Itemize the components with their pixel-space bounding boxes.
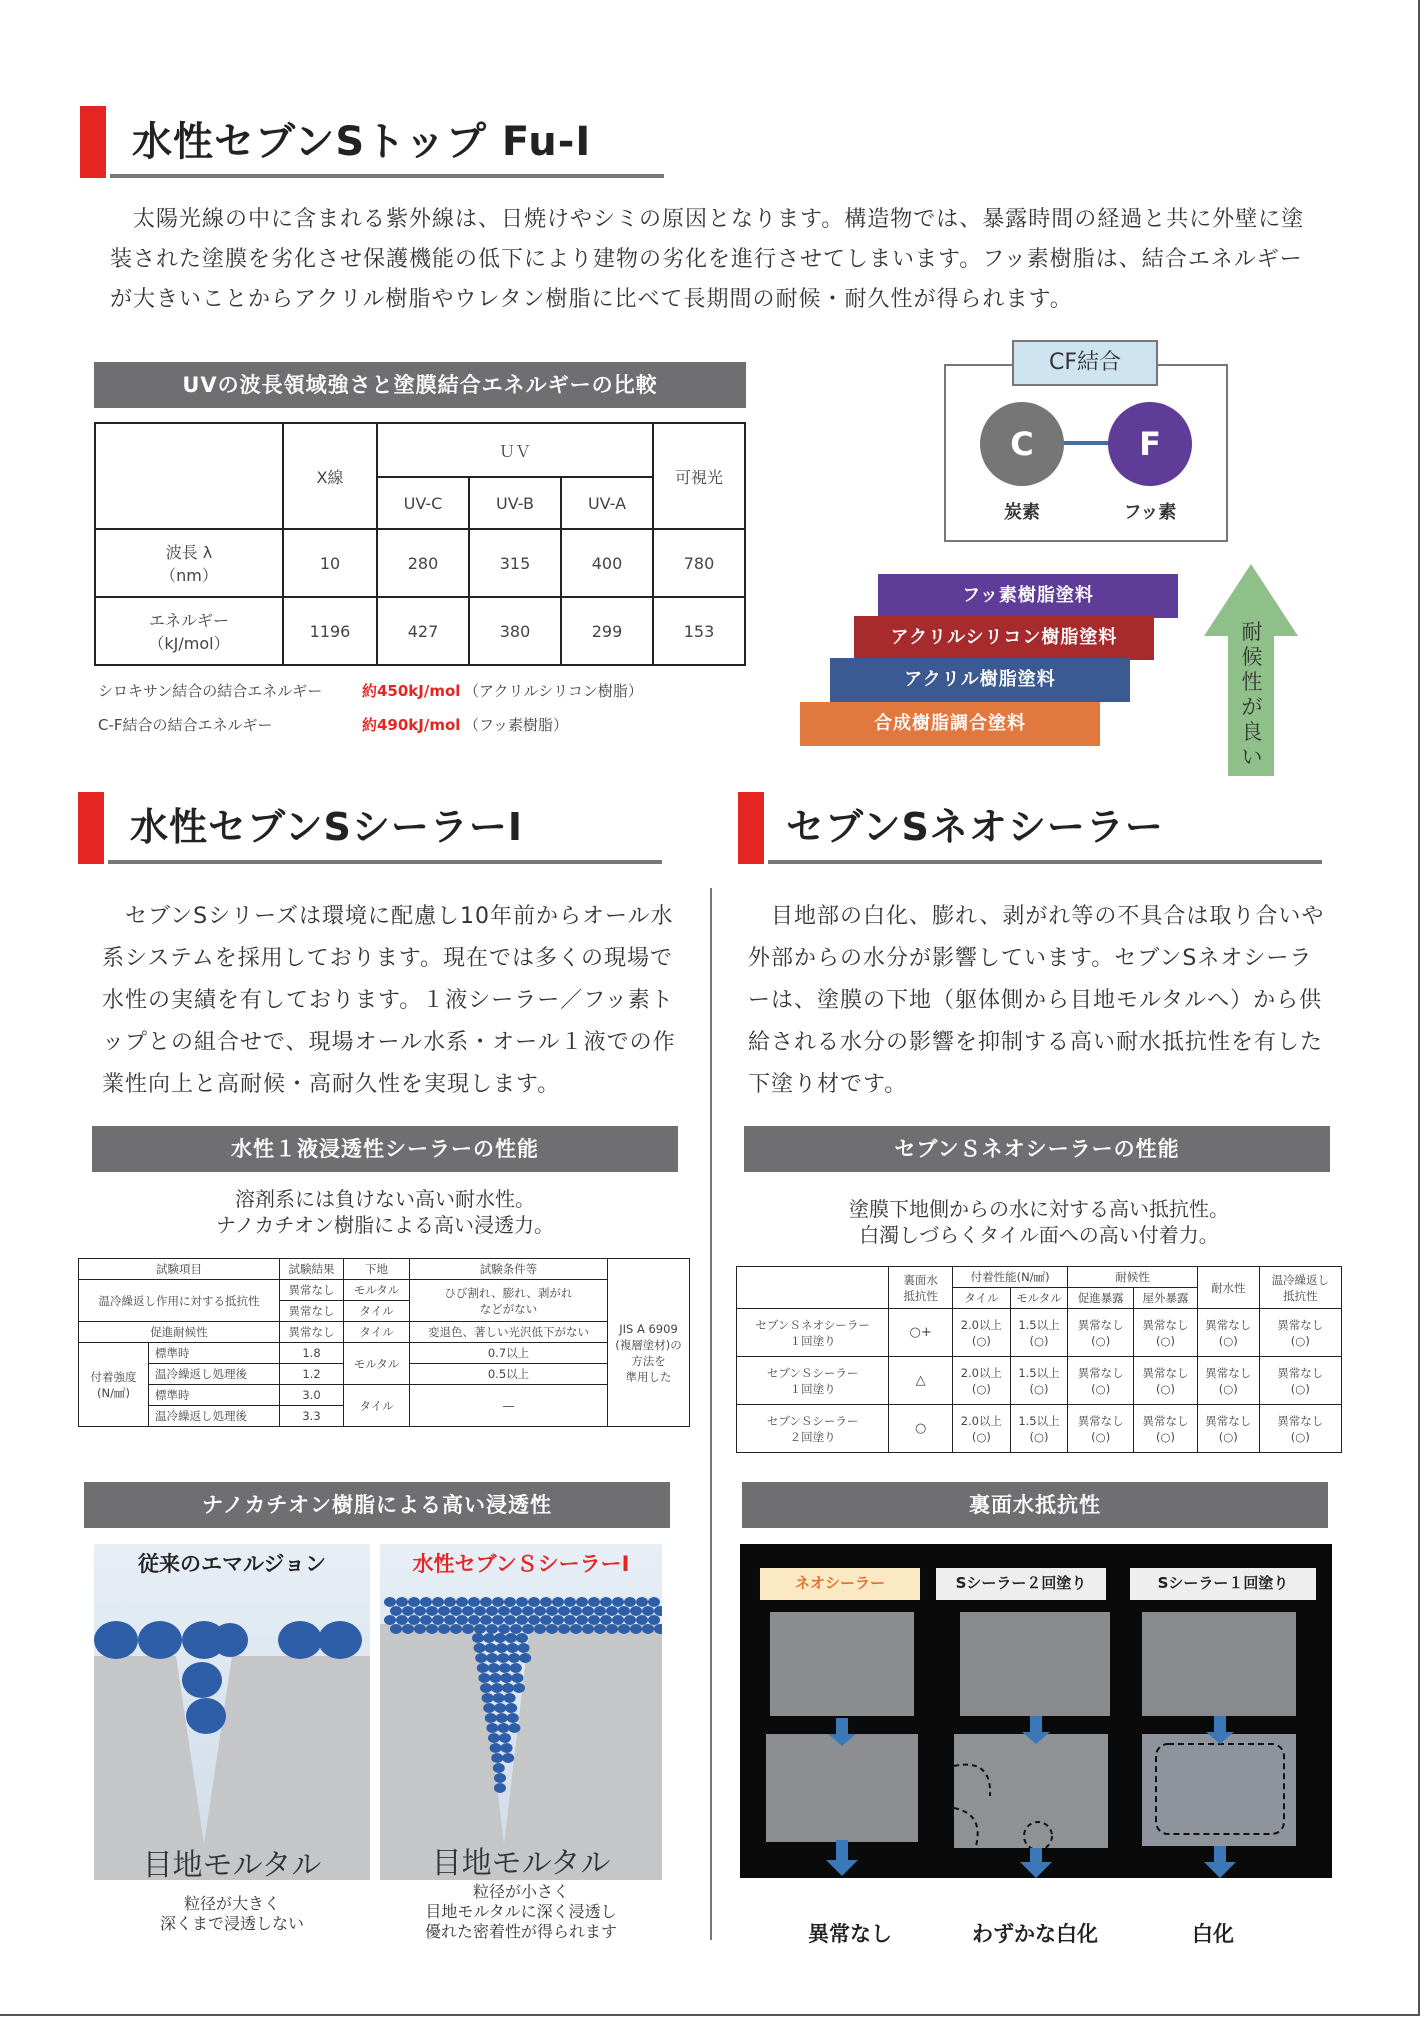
neo-lead: 塗膜下地側からの水に対する高い抵抗性。 白濁しづらくタイル面への高い付着力。 <box>849 1197 1229 1247</box>
section-body-sealer: セブンSシリーズは環境に配慮し10年前からオール水系システムを採用しております。現在では多くの現場で水性の実績を有しております。１液シーラー／フッ素トップとの組合せで、現場オール水系・オール１液での作業性向上と高耐候・高耐久性を実現します。 <box>102 904 676 1097</box>
particle <box>488 1663 500 1673</box>
conventional-caption: 粒径が大きく 深くまで浸透しない <box>159 1894 304 1933</box>
particle <box>504 1615 516 1625</box>
particle <box>504 1597 516 1607</box>
particle <box>546 1624 558 1634</box>
particle <box>508 1723 520 1733</box>
particle <box>390 1624 402 1634</box>
particle <box>494 1703 506 1713</box>
particle <box>498 1606 510 1616</box>
particle <box>438 1624 450 1634</box>
particle <box>576 1615 588 1625</box>
particle <box>408 1597 420 1607</box>
particle <box>642 1624 654 1634</box>
particle <box>472 1633 484 1643</box>
uv-table-header: UVの波長領域強さと塗膜結合エネルギーの比較 <box>94 362 746 408</box>
particle <box>505 1703 517 1713</box>
back-label-s2: Sシーラー２回塗り <box>955 1574 1087 1592</box>
particle <box>606 1606 618 1616</box>
back-label-s1: Sシーラー１回塗り <box>1157 1574 1289 1592</box>
particle <box>438 1606 450 1616</box>
particle <box>540 1615 552 1625</box>
particle <box>497 1723 509 1733</box>
note-cf: C-F結合の結合エネルギー 約490kJ/mol （フッ素樹脂） <box>98 716 568 734</box>
particle <box>499 1733 511 1743</box>
particle <box>501 1743 513 1753</box>
particle <box>534 1624 546 1634</box>
particle <box>540 1597 552 1607</box>
section-body-neo: 目地部の白化、膨れ、剥がれ等の不具合は取り合いや外部からの水分が影響しています。セブンSネオシーラーは、塗膜の下地（躯体側から目地モルタルへ）から供給される水分の影響を抑制する高い耐水抵抗性を有した下塗り材です。 <box>748 904 1325 1097</box>
particle <box>402 1624 414 1634</box>
particle <box>496 1643 508 1653</box>
particle <box>519 1653 531 1663</box>
particle <box>420 1597 432 1607</box>
layer-acrylsilicone: アクリルシリコン樹脂塗料 <box>854 616 1154 660</box>
particle <box>528 1597 540 1607</box>
particle <box>558 1624 570 1634</box>
fluorine-label: フッ素 <box>1123 502 1177 523</box>
layer-acryl: アクリル樹脂塗料 <box>830 658 1130 702</box>
particle <box>450 1606 462 1616</box>
particle <box>426 1606 438 1616</box>
particle <box>510 1624 522 1634</box>
particle <box>505 1633 517 1643</box>
particle <box>468 1597 480 1607</box>
particle <box>570 1624 582 1634</box>
particle <box>502 1683 514 1693</box>
particle <box>552 1615 564 1625</box>
particle <box>499 1663 511 1673</box>
result-s2: わずかな白化 <box>972 1922 1098 1946</box>
particle <box>502 1753 514 1763</box>
particle <box>498 1624 510 1634</box>
particle <box>534 1606 546 1616</box>
particle <box>630 1624 642 1634</box>
particle <box>478 1673 490 1683</box>
section-title-fu: 水性セブンSトップ Fu-Ⅰ <box>80 106 664 178</box>
particle <box>582 1624 594 1634</box>
conventional-emulsion-image <box>94 1544 370 1880</box>
particle <box>432 1615 444 1625</box>
sealer-lead: 溶剤系には負けない高い耐水性。 ナノカチオン樹脂による高い浸透力。 <box>216 1187 554 1237</box>
particle <box>456 1615 468 1625</box>
particle <box>507 1643 519 1653</box>
cf-title: CF結合 <box>1012 340 1158 386</box>
particle <box>648 1597 660 1607</box>
particle <box>606 1624 618 1634</box>
sealer-spec-table: 試験項目 試験結果 下地 試験条件等 温冷繰返し作用に対する抵抗性 異常なし モルタル ひび割れ、膨れ、剥がれ などがない JIS A 6909 (複層塗材)の 方法を 準用した 異常なし タイル 促進耐候性 異常なし タイル 変退色、著しい光沢低下がない 付着強度 (N/㎟) 標準時 1.8 モルタル 0.7以上 温冷繰返し処理後 1.2 0.5以上 標準時 3.0 タイル ― 温冷繰返し処理後 3.3 <box>78 1258 690 1427</box>
particle <box>486 1653 498 1663</box>
column-divider <box>710 888 712 1940</box>
particle <box>477 1663 489 1673</box>
conventional-title: 従来のエマルジョン <box>137 1552 327 1576</box>
particle <box>482 1693 494 1703</box>
particle <box>488 1733 500 1743</box>
particle <box>497 1653 509 1663</box>
particle <box>516 1597 528 1607</box>
seven-s-title: 水性セブンＳシーラーⅠ <box>412 1552 630 1576</box>
particle <box>570 1606 582 1616</box>
mortar-label-left: 目地モルタル <box>142 1848 322 1883</box>
particle <box>384 1615 396 1625</box>
particle <box>618 1606 630 1616</box>
particle <box>576 1597 588 1607</box>
particle <box>600 1615 612 1625</box>
particle <box>408 1615 420 1625</box>
section-title-sealer: 水性セブンSシーラーⅠ <box>78 792 662 864</box>
particle <box>493 1763 505 1773</box>
particle <box>490 1743 502 1753</box>
particle <box>432 1597 444 1607</box>
particle <box>618 1624 630 1634</box>
particle <box>475 1653 487 1663</box>
particle <box>588 1615 600 1625</box>
particle <box>594 1606 606 1616</box>
particle <box>558 1606 570 1616</box>
result-neo: 異常なし <box>808 1922 892 1946</box>
particle <box>500 1673 512 1683</box>
particle <box>384 1597 396 1607</box>
particle <box>624 1597 636 1607</box>
particle <box>642 1606 654 1616</box>
particle <box>648 1615 660 1625</box>
weather-arrow-label: 耐 候 性 が 良 い <box>1241 620 1263 769</box>
particle <box>522 1624 534 1634</box>
particle <box>480 1597 492 1607</box>
particle <box>552 1597 564 1607</box>
neo-table-header: セブンＳネオシーラーの性能 <box>744 1126 1330 1172</box>
particle <box>444 1597 456 1607</box>
particle <box>485 1643 497 1653</box>
particle <box>468 1615 480 1625</box>
particle <box>516 1615 528 1625</box>
neo-spec-table: 裏面水 抵抗性 付着性能(N/㎟) 耐候性 耐水性 温冷繰返し 抵抗性 タイル モルタル 促進暴露 屋外暴露 セブンＳネオシーラー １回塗り ○+ 2.0以上 (○) 1.5以上 (○) 異常なし (○) 異常なし (○) 異常なし (○) 異常なし (○) セブンＳシーラー １回塗り △ 2.0以上 (○) 1.5以上 (○) 異常なし (○) 異常なし (○) 異常なし (○) 異常なし (○) セブンＳシーラー ２回塗り ○ 2.0以上 (○) 1.5以上 (○) 異常なし (○) 異常なし (○) 異常なし (○) 異常なし (○) <box>736 1266 1342 1453</box>
particle <box>493 1693 505 1703</box>
particle <box>582 1606 594 1616</box>
seven-s-caption: 粒径が小さく 目地モルタルに深く浸透し 優れた密着性が得られます <box>424 1882 617 1941</box>
particle <box>494 1633 506 1643</box>
particle <box>480 1615 492 1625</box>
particle <box>462 1606 474 1616</box>
result-s1: 白化 <box>1192 1922 1234 1946</box>
particle <box>630 1606 642 1616</box>
particle <box>486 1606 498 1616</box>
particle <box>483 1633 495 1643</box>
particle <box>474 1643 486 1653</box>
particle <box>564 1597 576 1607</box>
particle <box>518 1643 530 1653</box>
particle <box>492 1597 504 1607</box>
particle <box>426 1624 438 1634</box>
particle <box>485 1713 497 1723</box>
particle <box>504 1693 516 1703</box>
particle <box>450 1624 462 1634</box>
particle <box>516 1633 528 1643</box>
particle <box>612 1597 624 1607</box>
particle <box>546 1606 558 1616</box>
particle <box>496 1713 508 1723</box>
sealer-table-header: 水性１液浸透性シーラーの性能 <box>92 1126 678 1172</box>
particle <box>564 1615 576 1625</box>
particle <box>522 1606 534 1616</box>
particle <box>594 1624 606 1634</box>
particle <box>513 1683 525 1693</box>
carbon-label: 炭素 <box>1004 502 1040 523</box>
particle <box>588 1597 600 1607</box>
particle <box>444 1615 456 1625</box>
particle <box>396 1597 408 1607</box>
particle <box>636 1615 648 1625</box>
particle <box>480 1683 492 1693</box>
particle <box>456 1597 468 1607</box>
particle <box>624 1615 636 1625</box>
seven-s-sealer-image <box>380 1544 662 1880</box>
particle <box>528 1615 540 1625</box>
particle <box>600 1597 612 1607</box>
particle <box>414 1606 426 1616</box>
particle <box>390 1606 402 1616</box>
particle <box>420 1615 432 1625</box>
particle <box>486 1624 498 1634</box>
back-water-photo <box>740 1544 1332 1878</box>
note-siloxane: シロキサン結合の結合エネルギー 約450kJ/mol （アクリルシリコン樹脂） <box>98 682 643 700</box>
particle <box>636 1597 648 1607</box>
particle <box>492 1615 504 1625</box>
particle <box>462 1624 474 1634</box>
particle <box>508 1653 520 1663</box>
particle <box>402 1606 414 1616</box>
layer-synthetic: 合成樹脂調合塗料 <box>800 702 1100 746</box>
particle <box>511 1673 523 1683</box>
particle <box>510 1606 522 1616</box>
particle <box>486 1723 498 1733</box>
particle <box>491 1753 503 1763</box>
back-water-header: 裏面水抵抗性 <box>742 1482 1328 1528</box>
nano-header: ナノカチオン樹脂による高い浸透性 <box>84 1482 670 1528</box>
particle <box>510 1663 522 1673</box>
particle <box>507 1713 519 1723</box>
carbon-atom: C <box>980 402 1064 486</box>
back-label-neo: ネオシーラー <box>794 1574 885 1592</box>
particle <box>474 1624 486 1634</box>
layer-fluoro: フッ素樹脂塗料 <box>878 574 1178 618</box>
section-body-fu: 太陽光線の中に含まれる紫外線は、日焼けやシミの原因となります。構造物では、暴露時間の経過と共に外壁に塗装された塗膜を劣化させ保護機能の低下により建物の劣化を進行させてしまいます。フッ素樹脂は、結合エネルギーが大きいことからアクリル樹脂やウレタン樹脂に比べて長期間の耐候・耐久性が得られます。 <box>110 207 1305 312</box>
particle <box>612 1615 624 1625</box>
particle <box>474 1606 486 1616</box>
particle <box>494 1783 506 1793</box>
uv-energy-table: X線 ＵＶ 可視光 UV-C UV-B UV-A 波長 λ （nm） 10 280 315 400 780 エネルギー （kJ/mol） 1196 427 380 299 153 <box>94 422 746 666</box>
fluorine-atom: F <box>1108 402 1192 486</box>
particle <box>483 1703 495 1713</box>
particle <box>396 1615 408 1625</box>
particle <box>489 1673 501 1683</box>
section-title-neo: セブンSネオシーラー <box>738 792 1322 864</box>
particle <box>491 1683 503 1693</box>
mortar-label-right: 目地モルタル <box>431 1846 611 1881</box>
particle <box>494 1773 506 1783</box>
particle <box>414 1624 426 1634</box>
